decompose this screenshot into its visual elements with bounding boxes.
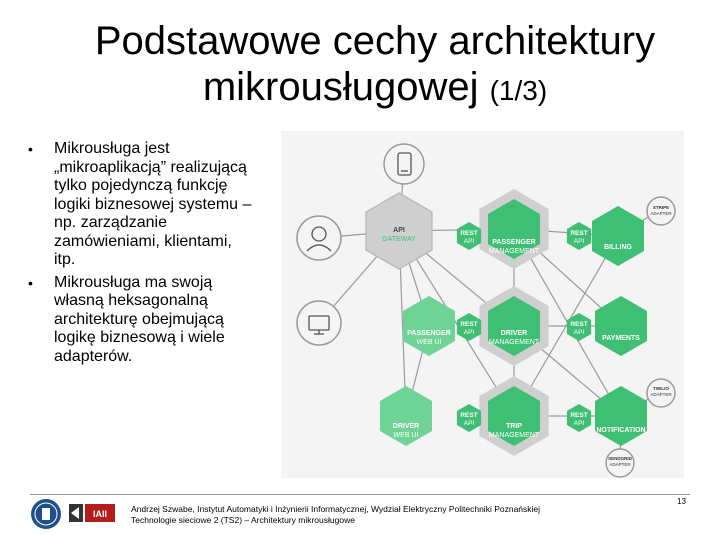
mobile-client-circle	[384, 144, 424, 184]
rest-api-label: API	[573, 420, 585, 427]
bullet-text: Mikrousługa jest „mikroaplikacją” realizującą tylko pojedynczą funkcję logiki biznesowej systemu – np. zarządzanie zamówieniami, klientami, itp.	[54, 140, 252, 268]
footer-text	[131, 504, 651, 526]
stripe-adapter-label: ADAPTER	[650, 211, 672, 216]
api-gateway-label: GATEWAY	[382, 236, 416, 243]
rest-api-label: REST	[570, 412, 588, 419]
driver-web-ui-label: WEB UI	[393, 432, 419, 439]
iaii-logo-text: IAII	[92, 509, 108, 519]
rest-api-label: API	[573, 329, 585, 336]
sendgrid-adapter-label: SENDGRID	[608, 456, 632, 461]
bullet-text: Mikrousługa ma swoją własną heksagonalną architekturę obejmującą logikę biznesową i wiele adapterów.	[54, 273, 225, 365]
rest-api-label: API	[463, 238, 475, 245]
trip-management-label: MANAGEMENT	[488, 432, 540, 439]
rest-api-label: REST	[570, 230, 588, 237]
driver-management-label: MANAGEMENT	[488, 339, 540, 346]
architecture-diagram	[281, 131, 684, 478]
desktop-client-circle	[297, 301, 341, 345]
bullet-symbol: •	[28, 274, 33, 291]
stripe-adapter-label: STRIPE	[652, 205, 670, 210]
rest-api-label: REST	[460, 412, 478, 419]
bullet-item	[28, 140, 268, 270]
rest-api-label: REST	[570, 321, 588, 328]
api-gateway-label: API	[393, 227, 405, 234]
twilio-adapter-label: TWILIO	[653, 386, 669, 391]
iaii-logo	[69, 501, 117, 525]
rest-api-label: API	[463, 329, 475, 336]
user-client-circle	[297, 216, 341, 260]
footer-divider	[30, 494, 690, 495]
university-seal-logo	[30, 498, 62, 530]
slide-title	[60, 18, 690, 114]
notification-label: NOTIFICATION	[596, 427, 646, 434]
bullet-list	[28, 140, 268, 370]
footer-line2: Technologie sieciowe 2 (TS2) – Architektury mikrousługowe	[131, 515, 355, 525]
footer-line1: Andrzej Szwabe, Instytut Automatyki i Inżynierii Informatycznej, Wydział Elektryczny Politechniki Poznańskiej	[131, 504, 541, 514]
bullet-item	[28, 274, 268, 367]
payments-label: PAYMENTS	[602, 335, 640, 342]
title-part: (1/3)	[489, 75, 548, 106]
passenger-web-ui-label: PASSENGER	[407, 330, 451, 337]
page-number: 13	[677, 497, 686, 506]
billing-label: BILLING	[604, 244, 632, 251]
trip-management-label: TRIP	[506, 423, 522, 430]
rest-api-label: API	[463, 420, 475, 427]
driver-management-label: DRIVER	[500, 330, 528, 337]
twilio-adapter-label: ADAPTER	[650, 392, 672, 397]
rest-api-label: API	[573, 238, 585, 245]
rest-api-label: REST	[460, 230, 478, 237]
driver-web-ui-label: DRIVER	[392, 423, 420, 430]
passenger-web-ui-label: WEB UI	[416, 339, 442, 346]
title-line1: Podstawowe cechy architektury	[94, 19, 656, 63]
rest-api-label: REST	[460, 321, 478, 328]
bullet-symbol: •	[28, 141, 33, 157]
passenger-management-label: MANAGEMENT	[488, 248, 540, 255]
passenger-management-label: PASSENGER	[492, 239, 536, 246]
title-line2: mikrousługowej	[202, 65, 479, 109]
sendgrid-adapter-label: ADAPTER	[609, 462, 631, 467]
